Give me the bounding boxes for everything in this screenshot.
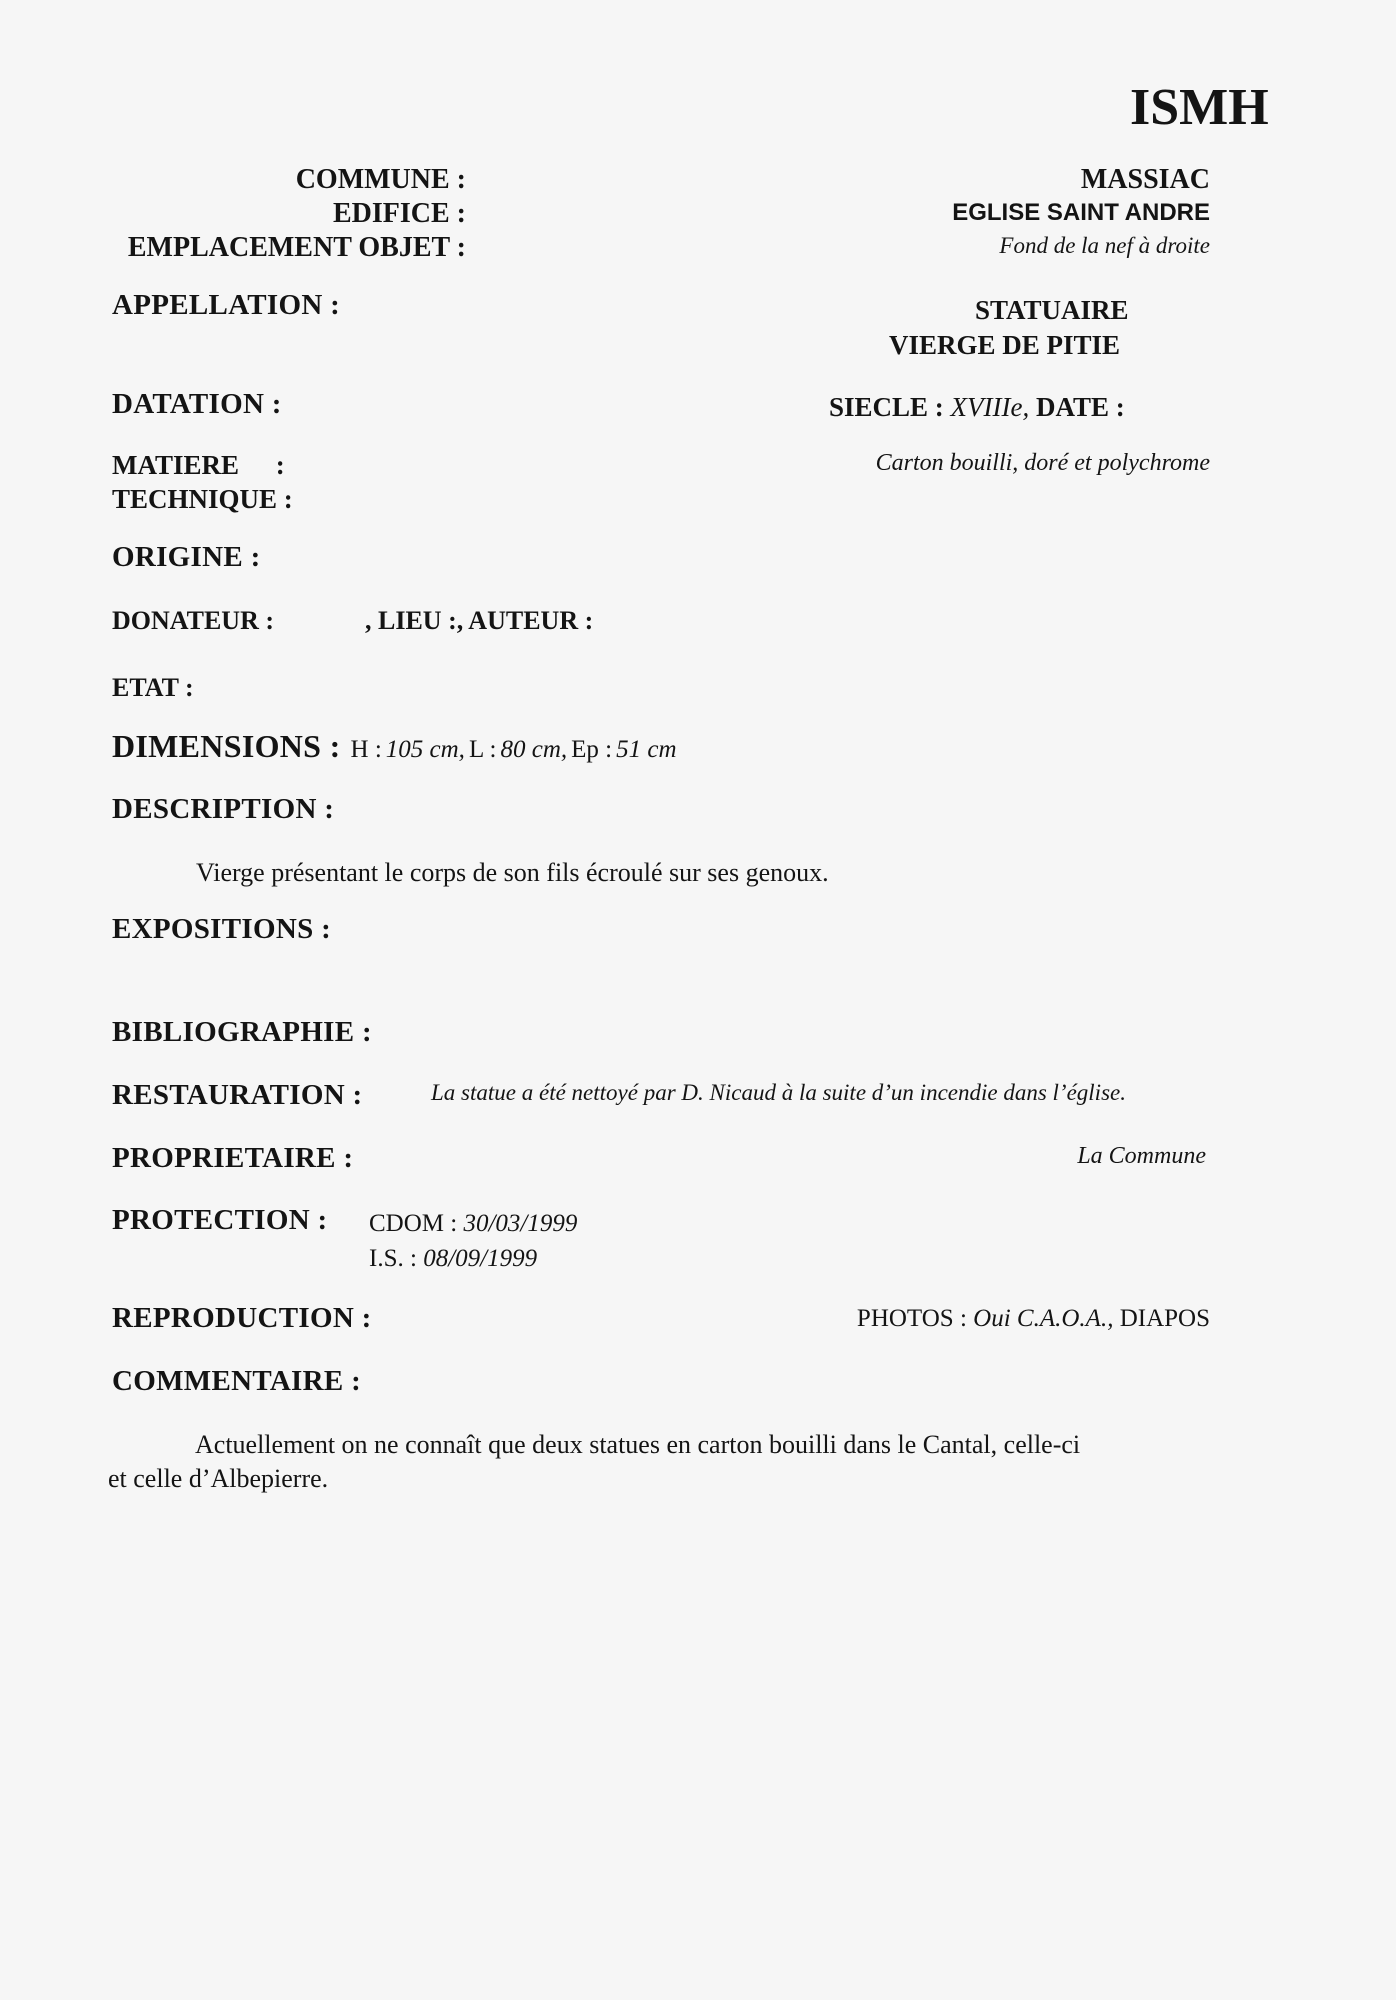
appellation-label: APPELLATION : <box>112 289 341 321</box>
siecle-value: XVIIIe, <box>950 392 1030 422</box>
lieu-auteur-labels: , LIEU :, AUTEUR : <box>365 606 594 635</box>
siecle-label: SIECLE : <box>829 392 944 422</box>
technique-label: TECHNIQUE : <box>112 484 293 514</box>
cdom-line <box>369 1210 577 1238</box>
dimensions-label: DIMENSIONS : <box>112 728 341 764</box>
proprietaire-label: PROPRIETAIRE : <box>112 1142 354 1174</box>
description-text: Vierge présentant le corps de son fils écroulé sur ses genoux. <box>196 858 829 887</box>
matiere-value: Carton bouilli, doré et polychrome <box>875 450 1210 476</box>
restauration-text: La statue a été nettoyé par D. Nicaud à la suite d’un incendie dans l’église. <box>431 1080 1126 1105</box>
diapos-label: DIAPOS <box>1119 1305 1210 1332</box>
bibliographie-label: BIBLIOGRAPHIE : <box>112 1016 372 1048</box>
emplacement-label: EMPLACEMENT OBJET : <box>127 232 466 263</box>
siecle-line <box>829 392 1125 423</box>
is-line <box>369 1245 537 1273</box>
height-value: 105 cm, <box>385 736 465 763</box>
length-label: L : <box>468 736 497 763</box>
datation-label: DATATION : <box>112 388 282 420</box>
appellation-value-line1: STATUAIRE <box>975 295 1129 325</box>
commune-value: MASSIAC <box>1080 164 1210 195</box>
origine-label: ORIGINE : <box>112 541 261 573</box>
document-code: ISMH <box>1130 79 1269 136</box>
date-label: DATE : <box>1036 392 1125 422</box>
is-date: 08/09/1999 <box>423 1245 538 1272</box>
dimensions-line <box>112 728 677 765</box>
edifice-value: EGLISE SAINT ANDRE <box>952 199 1210 226</box>
depth-label: Ep : <box>571 736 613 763</box>
reproduction-label: REPRODUCTION : <box>112 1302 372 1334</box>
edifice-label: EDIFICE : <box>332 198 466 229</box>
protection-label: PROTECTION : <box>112 1204 328 1236</box>
cdom-date: 30/03/1999 <box>463 1210 578 1237</box>
cdom-label: CDOM : <box>369 1210 458 1237</box>
photos-label: PHOTOS : <box>856 1305 967 1332</box>
photos-line <box>857 1305 1210 1333</box>
appellation-value-line2: VIERGE DE PITIE <box>889 330 1121 360</box>
description-label: DESCRIPTION : <box>112 793 335 825</box>
emplacement-value: Fond de la nef à droite <box>999 233 1210 258</box>
donateur-label: DONATEUR : <box>112 606 275 635</box>
is-label: I.S. : <box>369 1245 417 1272</box>
commune-label: COMMUNE : <box>295 164 466 195</box>
proprietaire-value: La Commune <box>1077 1143 1206 1169</box>
photos-value: Oui C.A.O.A., <box>973 1305 1114 1332</box>
etat-label: ETAT : <box>112 673 194 702</box>
matiere-label: MATIERE : <box>112 450 285 480</box>
restauration-label: RESTAURATION : <box>112 1079 363 1111</box>
height-label: H : <box>350 736 382 763</box>
expositions-label: EXPOSITIONS : <box>112 913 332 945</box>
commentaire-label: COMMENTAIRE : <box>112 1365 362 1397</box>
length-value: 80 cm, <box>500 736 568 763</box>
commentaire-text-line1: Actuellement on ne connaît que deux statues en carton bouilli dans le Cantal, celle-ci <box>195 1430 1081 1459</box>
depth-value: 51 cm <box>616 736 677 763</box>
commentaire-text-line2: et celle d’Albepierre. <box>108 1464 329 1493</box>
